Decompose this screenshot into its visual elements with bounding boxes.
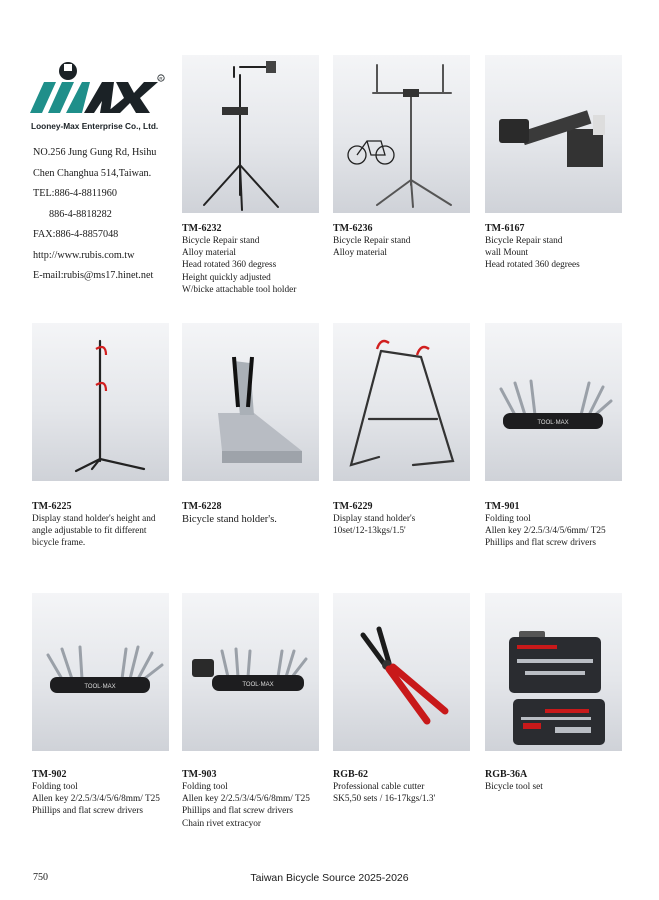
folding-tool-icon [182,593,319,751]
product-photo-tm-903 [182,593,319,751]
display-stand-icon [32,323,169,481]
telephone: TEL:886-4-8811960 [33,188,117,199]
product-desc-line: Bicycle stand holder's. [182,514,277,525]
product-code: TM-901 [485,501,520,512]
product-desc-line: Professional cable cutter [333,782,425,792]
svg-text:R: R [159,75,163,81]
caption-tm-6236 [333,222,475,259]
product-code: TM-6232 [182,223,222,234]
wall-mount-stand-icon [485,55,622,213]
product-desc-line: Allen key 2/2.5/3/4/5/6/8mm/ T25 [32,794,160,805]
product-code: RGB-62 [333,769,368,780]
product-desc-line: Folding tool [182,782,228,792]
caption-tm-6232 [182,222,324,296]
product-desc-line: Phillips and flat screw drivers [182,806,294,817]
product-desc-line: Alloy material [182,248,236,259]
folding-tool-icon [485,323,622,481]
tool-brand: TOOL·MAX [84,684,116,690]
product-desc-line: Head rotated 360 degress [182,260,277,271]
product-desc-line: Allen key 2/2.5/3/4/5/6mm/ T25 [485,526,606,537]
caption-tm-902 [32,768,174,818]
product-photo-tm-6236 [333,55,470,213]
fax: FAX:886-4-8857048 [33,229,119,240]
tool-brand: TOOL·MAX [242,682,274,688]
company-name: Looney-Max Enterprise Co., Ltd. [31,121,159,131]
email-link[interactable]: E-mail:rubis@ms17.hinet.net [33,270,154,281]
product-desc-line: Folding tool [32,782,78,792]
product-code: TM-6229 [333,501,373,512]
max-logo-icon [30,58,170,138]
page-number: 750 [33,872,48,883]
product-desc-line: Bicycle Repair stand [333,236,411,246]
product-code: TM-6225 [32,501,72,512]
cable-cutter-icon [333,593,470,751]
repair-stand-icon [182,55,319,213]
website-link[interactable]: http://www.rubis.com.tw [33,249,135,261]
product-code: TM-6236 [333,223,373,234]
product-desc-line: Allen key 2/2.5/3/4/5/6/8mm/ T25 [182,794,310,805]
product-photo-rgb-62 [333,593,470,751]
display-stand-icon [333,323,470,481]
caption-tm-6229 [333,500,475,537]
caption-tm-901 [485,500,627,550]
product-photo-tm-901 [485,323,622,481]
product-desc-line: Bicycle tool set [485,782,543,792]
product-desc-line: Display stand holder's [333,514,416,524]
contact-info [33,143,178,287]
product-code: TM-902 [32,769,67,780]
stand-holder-icon [182,323,319,481]
repair-stand-icon [333,55,470,213]
telephone-2: 886-4-8818282 [49,208,112,220]
caption-tm-903 [182,768,324,830]
folding-tool-icon [32,593,169,751]
product-photo-rgb-36a [485,593,622,751]
product-code: TM-6167 [485,223,525,234]
company-logo [30,58,170,138]
product-code: TM-6228 [182,501,222,512]
product-desc-line: Bicycle Repair stand [485,236,563,246]
product-desc-line: Height quickly adjusted [182,272,271,283]
product-desc-line: W/bicke attachable tool holder [182,284,297,295]
product-desc-line: angle adjustable to fit different [32,526,147,537]
product-desc-line: Folding tool [485,514,531,524]
product-desc-line: Chain rivet extracyor [182,818,261,829]
caption-tm-6167 [485,222,627,272]
address-line-1: NO.256 Jung Gung Rd, Hsihu [33,147,157,158]
product-photo-tm-6232 [182,55,319,213]
caption-rgb-36a [485,768,627,793]
product-photo-tm-6229 [333,323,470,481]
product-desc-line: Bicycle Repair stand [182,236,260,246]
product-desc-line: Phillips and flat screw drivers [32,806,144,817]
product-desc-line: Phillips and flat screw drivers [485,538,597,549]
product-desc-line: SK5,50 sets / 16-17kgs/1.3' [333,794,436,805]
product-desc-line: Alloy material [333,248,387,259]
caption-rgb-62 [333,768,475,805]
address-line-2: Chen Changhua 514,Taiwan. [33,167,152,179]
tool-brand: TOOL·MAX [537,420,569,426]
product-desc-line: Display stand holder's height and [32,514,156,524]
caption-tm-6228 [182,500,324,526]
product-desc-line: 10set/12-13kgs/1.5' [333,526,406,537]
caption-tm-6225 [32,500,174,550]
publication-title: Taiwan Bicycle Source 2025-2026 [250,872,409,884]
product-desc-line: Head rotated 360 degrees [485,260,580,271]
product-photo-tm-6228 [182,323,319,481]
tool-case-icon [485,593,622,751]
product-code: RGB-36A [485,769,528,780]
product-desc-line: wall Mount [485,248,529,259]
product-desc-line: bicycle frame. [32,538,86,549]
product-photo-tm-902 [32,593,169,751]
product-code: TM-903 [182,769,217,780]
product-photo-tm-6167 [485,55,622,213]
product-photo-tm-6225 [32,323,169,481]
